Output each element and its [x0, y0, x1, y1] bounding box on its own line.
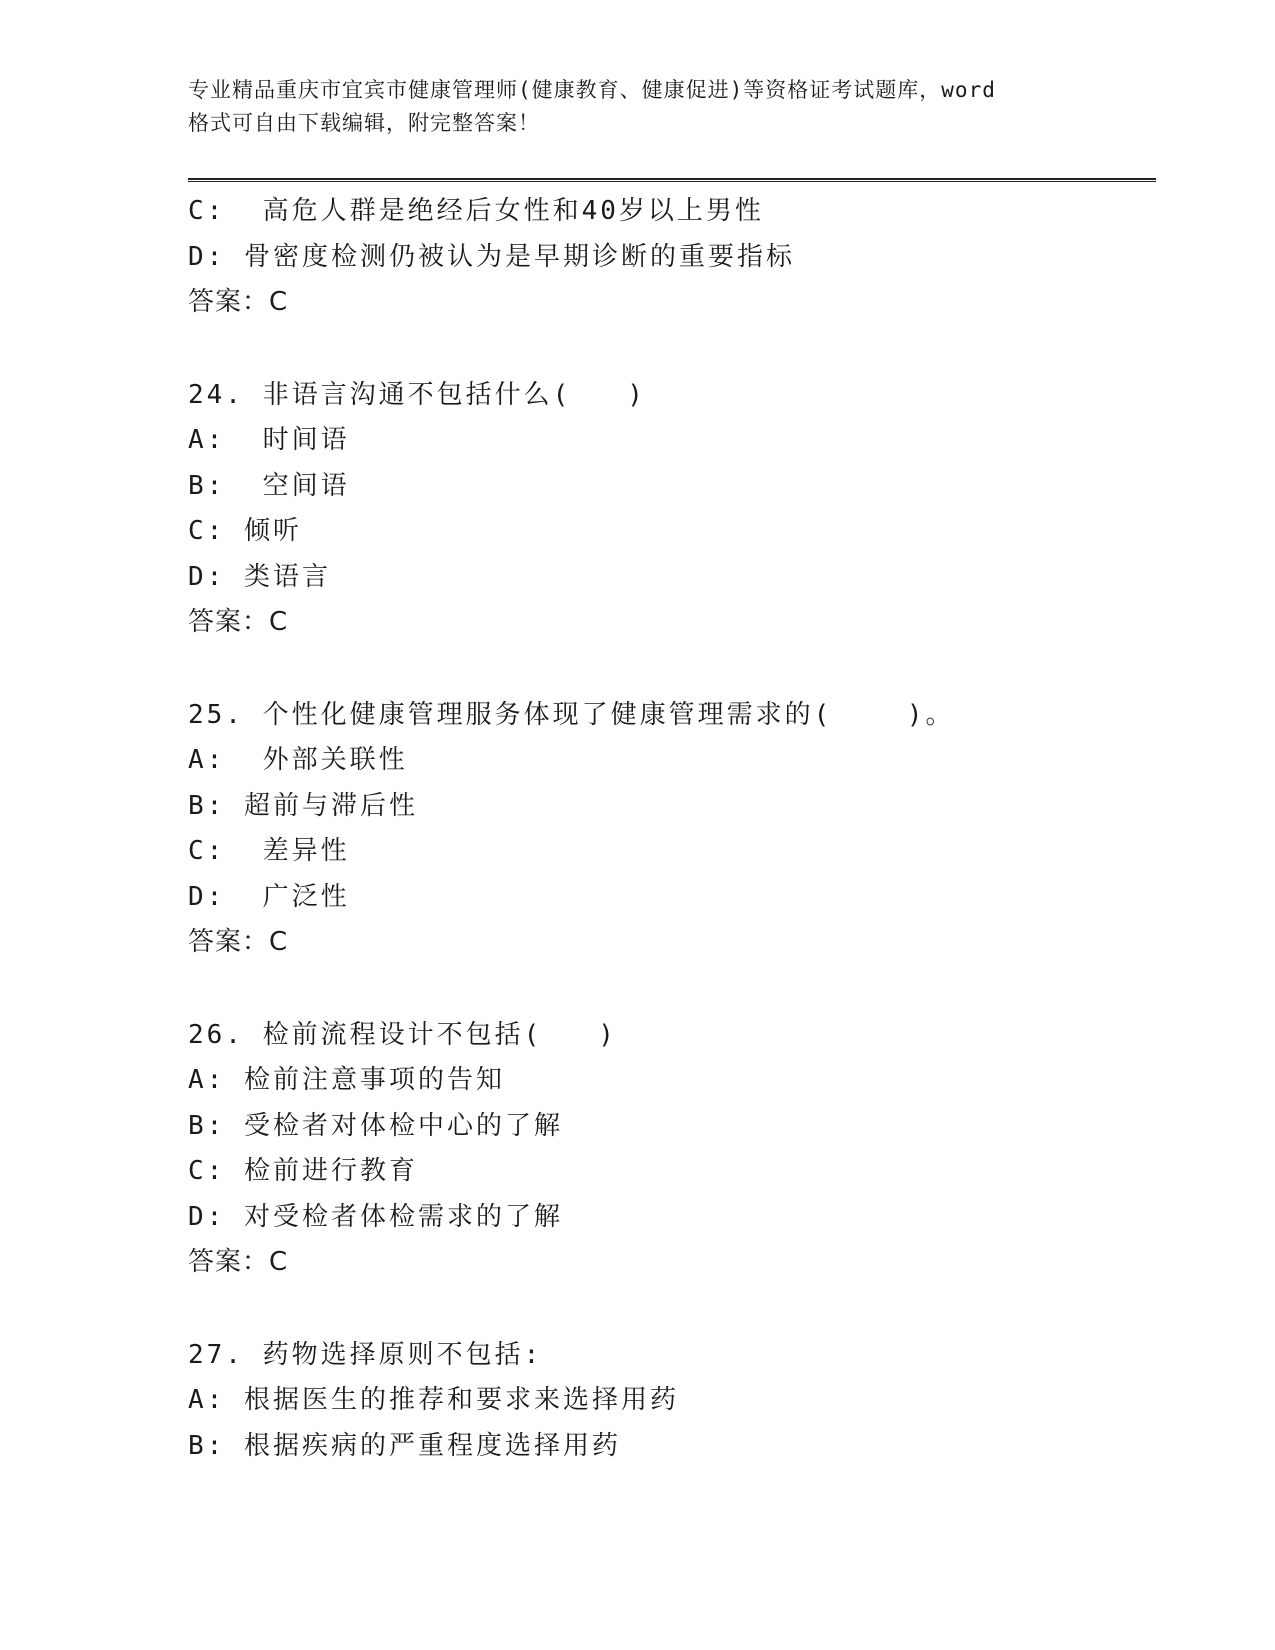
option-b: B: 根据疾病的严重程度选择用药	[188, 1430, 621, 1461]
document-header	[188, 74, 1088, 140]
option-b: B: 受检者对体检中心的了解	[188, 1110, 563, 1141]
question-stem: 26. 检前流程设计不包括( )	[188, 1019, 617, 1050]
option-c: C: 高危人群是绝经后女性和40岁以上男性	[188, 196, 764, 226]
question-block-26	[188, 1013, 1148, 1286]
spacer	[188, 1286, 1148, 1333]
answer-line: 答案：C	[188, 1247, 289, 1277]
question-stem: 24. 非语言沟通不包括什么( )	[188, 379, 646, 410]
option-c: C: 检前进行教育	[188, 1156, 418, 1186]
spacer	[188, 966, 1148, 1013]
header-line-2: 格式可自由下载编辑，附完整答案！	[188, 111, 540, 135]
option-a: A: 检前注意事项的告知	[188, 1065, 505, 1095]
question-block-25	[188, 693, 1148, 966]
option-a: A: 外部关联性	[188, 745, 408, 775]
option-c: C: 差异性	[188, 836, 350, 866]
header-divider	[188, 178, 1156, 182]
option-d: D: 广泛性	[188, 881, 350, 912]
question-block-24	[188, 373, 1148, 646]
option-d: D: 对受检者体检需求的了解	[188, 1201, 563, 1232]
option-b: B: 空间语	[188, 470, 350, 501]
spacer	[188, 326, 1148, 373]
option-a: A: 时间语	[188, 425, 350, 455]
header-line-1: 专业精品重庆市宜宾市健康管理师(健康教育、健康促进)等资格证考试题库，word	[188, 78, 996, 102]
answer-line: 答案：C	[188, 287, 289, 317]
option-d: D: 骨密度检测仍被认为是早期诊断的重要指标	[188, 241, 795, 272]
question-list	[188, 189, 1148, 1469]
answer-line: 答案：C	[188, 927, 289, 957]
option-d: D: 类语言	[188, 561, 331, 592]
option-a: A: 根据医生的推荐和要求来选择用药	[188, 1385, 679, 1415]
answer-line: 答案：C	[188, 607, 289, 637]
question-stem: 25. 个性化健康管理服务体现了健康管理需求的( )。	[188, 699, 955, 730]
question-stem: 27. 药物选择原则不包括:	[188, 1339, 543, 1370]
option-b: B: 超前与滞后性	[188, 790, 418, 821]
question-block-27	[188, 1333, 1148, 1470]
question-block-23	[188, 189, 1148, 326]
spacer	[188, 646, 1148, 693]
option-c: C: 倾听	[188, 516, 302, 546]
